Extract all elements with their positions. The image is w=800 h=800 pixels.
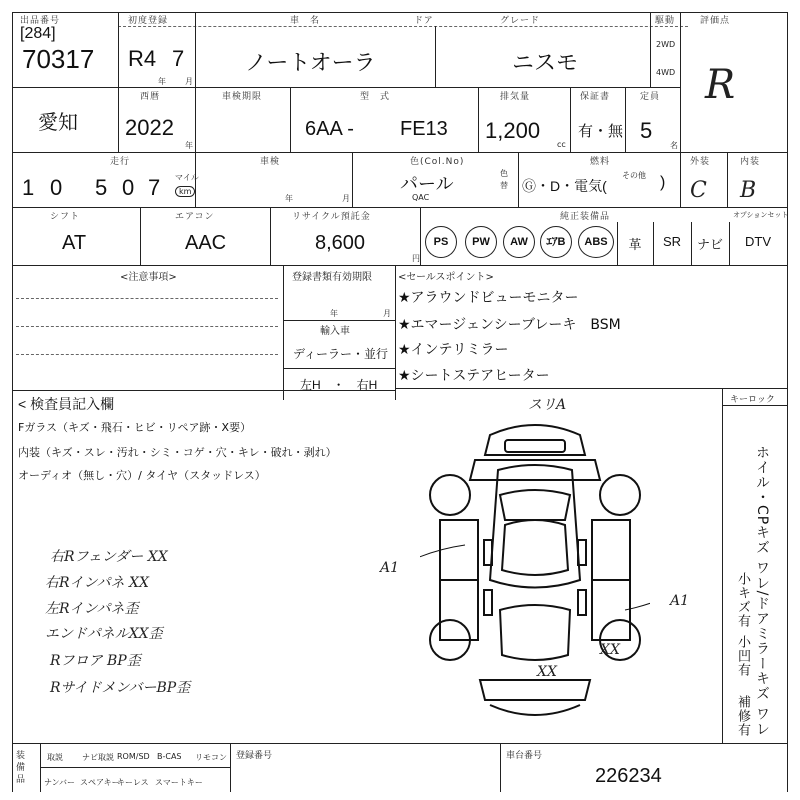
reg-label: 初度登録: [128, 16, 169, 26]
side-note: 補修有: [735, 695, 750, 737]
damage-note: Rフロア BP歪: [50, 653, 141, 669]
car-name: ノートオーラ: [245, 50, 376, 75]
mileage-digit: 7: [148, 175, 161, 200]
color-label: 色(Col.No): [410, 157, 465, 167]
equip-aw: AW: [503, 226, 535, 258]
glass-check: Fガラス（キズ・飛石・ヒビ・リペア跡・X要）: [18, 421, 252, 434]
warranty-label: 保証書: [580, 92, 611, 102]
front-damage-note: スリA: [528, 397, 567, 413]
model-year: 2022: [125, 115, 174, 140]
side-note: 小凹有: [735, 635, 750, 677]
fuel-options: Ⓖ・D・電気(: [522, 178, 607, 194]
mileage-digit: 5: [95, 175, 108, 200]
v-divider: [680, 152, 681, 207]
equip-leather: 革: [628, 237, 642, 252]
footer-item: ナンバー: [44, 778, 76, 787]
drive-label: 駆動: [655, 16, 676, 26]
score-value: R: [705, 62, 736, 108]
type-label: 型 式: [360, 92, 391, 102]
exterior-label: 外装: [690, 157, 711, 167]
v-divider: [352, 152, 353, 207]
side-note: 小キズ有: [735, 572, 750, 628]
cc-unit: cc: [557, 140, 566, 149]
fuel-other: その他: [622, 171, 646, 180]
v-divider: [230, 743, 231, 792]
recycle-label: リサイクル預託金: [292, 212, 371, 222]
month-mark: 月: [342, 194, 350, 203]
left-damage-note: A1: [380, 560, 400, 576]
interior-label: 内装: [740, 157, 761, 167]
grade-value: ニスモ: [512, 50, 579, 75]
v-divider: [195, 12, 196, 87]
lot-number: 70317: [22, 44, 95, 74]
v-divider: [283, 265, 284, 400]
row-divider: [283, 368, 395, 369]
km-unit: km: [175, 186, 195, 197]
v-divider: [290, 87, 291, 152]
v-divider: [518, 152, 519, 207]
mileage-digit: 1: [22, 175, 35, 200]
displacement-label: 排気量: [500, 92, 531, 102]
reg-month: 7: [172, 46, 185, 71]
reg-number-label: 登録番号: [236, 751, 273, 761]
equip-pw: PW: [465, 226, 497, 258]
frame-right: [787, 12, 788, 792]
caution-label: <注意事項>: [120, 272, 177, 283]
steering-option: 左H ・ 右H: [300, 378, 378, 392]
equip-ps: PS: [425, 226, 457, 258]
note-line: [16, 326, 278, 327]
frame-left: [12, 12, 13, 792]
row-divider: [12, 87, 680, 88]
fuel-label: 燃料: [590, 157, 611, 167]
side-note: ホイル・CPキズ ワレ/ドアミラーキズ ワレ: [754, 445, 770, 737]
sales-point: ★インテリミラー: [398, 342, 509, 358]
audio-check: オーディオ（無し・穴）/ タイヤ（スタッドレス）: [18, 469, 266, 482]
mileage-digit: 0: [122, 175, 135, 200]
sales-label: <セールスポイント>: [398, 272, 494, 283]
equip-dtv: DTV: [745, 234, 771, 249]
equip-navi: ナビ: [696, 237, 723, 252]
v-divider: [500, 743, 501, 792]
row-divider: [12, 265, 788, 266]
month-mark: 月: [383, 309, 391, 318]
warranty: 有・無: [578, 123, 624, 140]
lot-bracket: [284]: [20, 25, 56, 42]
model-code: FE13: [400, 118, 448, 140]
v-divider: [195, 152, 196, 207]
rear-damage-note: XX: [537, 664, 557, 680]
ac-label: エアコン: [175, 212, 215, 222]
v-divider: [118, 87, 119, 152]
row-divider: [283, 320, 395, 321]
row-divider: [12, 207, 788, 208]
v-divider: [650, 12, 651, 87]
mile-unit: マイル: [175, 173, 199, 182]
year-mark: 年: [330, 309, 338, 318]
keylock-label: キーロック: [730, 395, 775, 405]
damage-note: 左Rインパネ歪: [45, 601, 139, 617]
v-divider: [625, 87, 626, 152]
inspection2-label: 車検: [260, 157, 281, 167]
chassis-number: 226234: [595, 765, 662, 787]
footer-item: B-CAS: [157, 752, 182, 761]
mileage-label: 走行: [110, 157, 131, 167]
capacity-label: 定員: [640, 92, 661, 102]
drive-2wd: 2WD: [656, 40, 676, 49]
car-diagram: [420, 400, 650, 740]
shift-value: AT: [62, 232, 87, 254]
damage-note: RサイドメンバーBP歪: [50, 680, 191, 696]
exterior-grade: C: [690, 178, 707, 203]
v-divider: [420, 207, 421, 265]
right-damage-note: A1: [670, 593, 690, 609]
equip-abs: ABS: [578, 226, 614, 258]
month-unit: 月: [185, 77, 193, 86]
recycle-value: 8,600: [315, 232, 366, 254]
footer-item: ROM/SD: [117, 752, 150, 761]
era-year: R4: [128, 46, 157, 71]
inspection-label: 車検期限: [222, 92, 263, 102]
equip-footer-label: 装備品: [16, 751, 26, 785]
sales-point: ★シートステアヒーター: [398, 368, 550, 384]
v-divider: [435, 26, 436, 87]
mileage-digit: 0: [50, 175, 63, 200]
row1-label-divider: [118, 26, 688, 27]
note-line: [16, 298, 278, 299]
sales-point: ★エマージェンシーブレーキ BSM: [398, 317, 621, 333]
footer-item: スペアキー: [80, 778, 120, 787]
damage-note: エンドパネルXX歪: [45, 626, 163, 642]
footer-item: 取説: [47, 753, 63, 762]
v-divider: [727, 152, 728, 207]
year-label: 西暦: [140, 92, 161, 102]
row-divider: [722, 405, 787, 406]
v-divider: [270, 207, 271, 265]
displacement: 1,200: [485, 118, 541, 143]
grade-label: グレード: [500, 16, 541, 26]
row-divider: [12, 152, 788, 153]
row-divider: [12, 743, 788, 744]
door-label: ドア: [414, 16, 434, 26]
color-value: パール: [400, 174, 454, 194]
damage-note: 右Rインパネ XX: [45, 575, 149, 591]
inspector-title: < 検査員記入欄: [18, 396, 115, 412]
sales-point: ★アラウンドビューモニター: [398, 290, 579, 306]
region: 愛知: [38, 112, 78, 134]
score-label: 評価点: [700, 16, 731, 26]
color-code: QAC: [412, 193, 430, 202]
exhibit-label: 出品番号: [20, 16, 61, 26]
fuel-close: ): [660, 174, 666, 191]
drive-4wd: 4WD: [656, 68, 676, 77]
chassis-label: 車台番号: [506, 751, 543, 761]
interior-check: 内装（キズ・スレ・汚れ・シミ・コゲ・穴・キレ・破れ・剥れ）: [18, 446, 337, 459]
equipment-label: 純正装備品: [560, 212, 611, 222]
import-label: 輸入車: [320, 326, 350, 337]
year-unit: 年: [158, 77, 166, 86]
color-change-label: 色替: [500, 169, 508, 190]
year-unit: 年: [185, 141, 193, 150]
model-prefix: 6AA -: [305, 118, 354, 140]
v-divider: [118, 12, 119, 87]
dealer-option: ディーラー・並行: [293, 347, 389, 361]
row-divider: [395, 388, 788, 389]
interior-grade: B: [740, 178, 757, 203]
equip-airbag: ｴｱB: [540, 226, 572, 258]
v-divider: [395, 265, 396, 400]
footer-item: キーレス: [117, 778, 149, 787]
year-mark: 年: [285, 194, 293, 203]
row-divider: [40, 767, 230, 768]
equip-sr: SR: [662, 234, 682, 249]
v-divider: [570, 87, 571, 152]
recycle-unit: 円: [412, 254, 420, 263]
capacity: 5: [640, 118, 653, 143]
v-divider: [722, 388, 723, 743]
v-divider: [680, 12, 681, 152]
registration-label: 登録書類有効期限: [292, 272, 372, 283]
shift-label: シフト: [50, 212, 81, 222]
v-divider: [478, 87, 479, 152]
ac-value: AAC: [185, 232, 227, 254]
v-divider: [140, 207, 141, 265]
v-divider: [195, 87, 196, 152]
footer-item: リモコン: [195, 753, 227, 762]
capacity-unit: 名: [670, 141, 678, 150]
footer-item: ナビ取説: [82, 753, 114, 762]
rear-right-damage-note: XX: [600, 642, 620, 658]
model-label: 車 名: [290, 16, 321, 26]
row-divider: [12, 390, 395, 391]
footer-item: スマートキー: [155, 778, 203, 787]
note-line: [16, 354, 278, 355]
option-extra: オプションセット: [733, 211, 789, 219]
damage-note: 右Rフェンダー XX: [50, 549, 168, 565]
